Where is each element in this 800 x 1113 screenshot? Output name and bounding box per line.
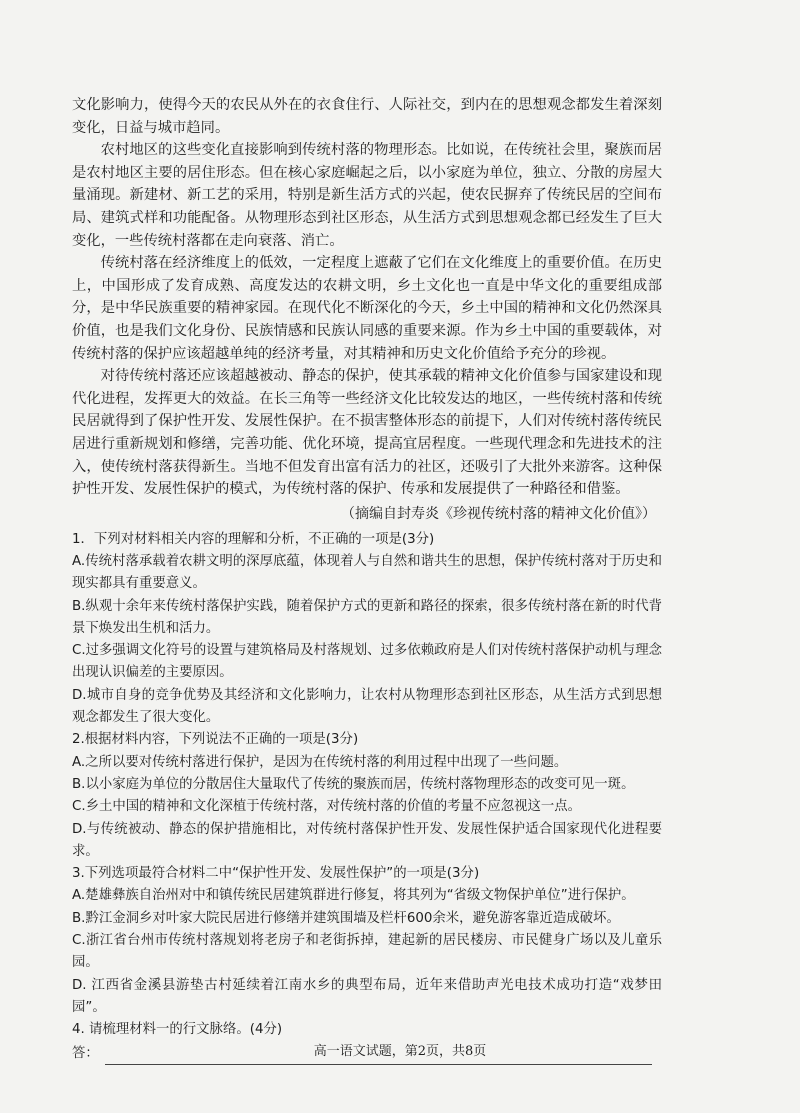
- page-footer: 高一语文试题，第2页，共8页: [313, 1044, 487, 1059]
- question-3: [72, 863, 662, 1019]
- answer-label: 答：: [72, 1045, 99, 1061]
- passage-paragraph-1: 文化影响力，使得今天的农民从外在的衣食住行、人际社交，到内在的思想观念都发生着深刻变化，日益与城市趋同。: [72, 97, 662, 136]
- option-d: D. 江西省金溪县游垫古村延续着江南水乡的典型布局，近年来借助声光电技术成功打造“戏梦田园”。: [72, 977, 662, 1015]
- passage-source: （摘编自封寿炎《珍视传统村落的精神文化价值》）: [341, 505, 656, 522]
- option-a: A.楚雄彝族自治州对中和镇传统民居建筑群进行修复，将其列为“省级文物保护单位”进行保护。: [72, 888, 635, 904]
- option-b: B.以小家庭为单位的分散居住大量取代了传统的聚族而居，传统村落物理形态的改变可见一斑。: [72, 776, 635, 792]
- option-b: B.纵观十余年来传统村落保护实践，随着保护方式的更新和路径的探索，很多传统村落在新的时代背景下焕发出生机和活力。: [72, 598, 662, 636]
- reading-passage: [72, 94, 662, 525]
- question-2: [72, 729, 662, 863]
- question-stem: 1．下列对材料相关内容的理解和分析，不正确的一项是(3分): [72, 531, 435, 547]
- question-stem: 3.下列选项最符合材料二中“保护性开发、发展性保护”的一项是(3分): [72, 866, 480, 882]
- option-b: B.黔江金洞乡对叶家大院民居进行修缮并建筑围墙及栏杆600余米，避免游客靠近造成破坏。: [72, 910, 620, 926]
- option-a: A.之所以要对传统村落进行保护，是因为在传统村落的利用过程中出现了一些问题。: [72, 754, 568, 770]
- option-a: A.传统村落承载着农耕文明的深厚底蕴，体现着人与自然和谐共生的思想，保护传统村落对于历史和现实都具有重要意义。: [72, 553, 662, 592]
- passage-paragraph-3: 传统村落在经济维度上的低效，一定程度上遮蔽了它们在文化维度上的重要价值。在历史上，中国形成了发育成熟、高度发达的农耕文明，乡土文化也一直是中华文化的重要组成部分，是中华民族重要的精神家园。在现代化不断深化的今天，乡土中国的精神和文化仍然深具价值，也是我们文化身份、民族情感和民族认同感的重要来源。作为乡土中国的重要载体，对传统村落的保护应该超越单纯的经济考量，对其精神和历史文化价值给予充分的珍视。: [72, 255, 662, 362]
- question-stem: 4. 请梳理材料一的行文脉络。(4分): [72, 1022, 283, 1038]
- question-stem: 2.根据材料内容，下列说法不正确的一项是(3分): [72, 732, 359, 748]
- option-c: C.浙江省台州市传统村落规划将老房子和老街拆掉，建起新的居民楼房、市民健身广场以及儿童乐园。: [72, 933, 662, 971]
- option-c: C.过多强调文化符号的设置与建筑格局及村落规划、过多依赖政府是人们对传统村落保护动机与理念出现认识偏差的主要原因。: [72, 643, 662, 681]
- option-c: C.乡土中国的精神和文化深植于传统村落，对传统村落的价值的考量不应忽视这一点。: [72, 799, 582, 815]
- question-1: [72, 529, 662, 730]
- option-d: D.与传统被动、静态的保护措施相比，对传统村落保护性开发、发展性保护适合国家现代化进程要求。: [72, 821, 662, 859]
- passage-paragraph-2: 农村地区的这些变化直接影响到传统村落的物理形态。比如说，在传统社会里，聚族而居是农村地区主要的居住形态。但在核心家庭崛起之后，以小家庭为单位，独立、分散的房屋大量涌现。新建材、新工艺的采用，特别是新生活方式的兴起，使农民摒弃了传统民居的空间布局、建筑式样和功能配备。从物理形态到社区形态，从生活方式到思想观念都已经发生了巨大变化，一些传统村落都在走向衰落、消亡。: [72, 142, 662, 249]
- page-content: [72, 94, 662, 1065]
- question-list: [72, 529, 662, 1065]
- option-d: D.城市自身的竞争优势及其经济和文化影响力，让农村从物理形态到社区形态，从生活方式到思想观念都发生了很大变化。: [72, 687, 662, 726]
- passage-paragraph-4: 对待传统村落还应该超越被动、静态的保护，使其承载的精神文化价值参与国家建设和现代化进程，发挥更大的效益。在长三角等一些经济文化比较发达的地区，一些传统村落和传统民居就得到了保护性开发、发展性保护。在不损害整体形态的前提下，人们对传统村落传统民居进行重新规划和修缮，完善功能、优化环境，提高宜居程度。一些现代理念和先进技术的注入，使传统村落获得新生。当地不但发育出富有活力的社区，还吸引了大批外来游客。这种保护性开发、发展性保护的模式，为传统村落的保护、传承和发展提供了一种路径和借鉴。: [72, 368, 662, 498]
